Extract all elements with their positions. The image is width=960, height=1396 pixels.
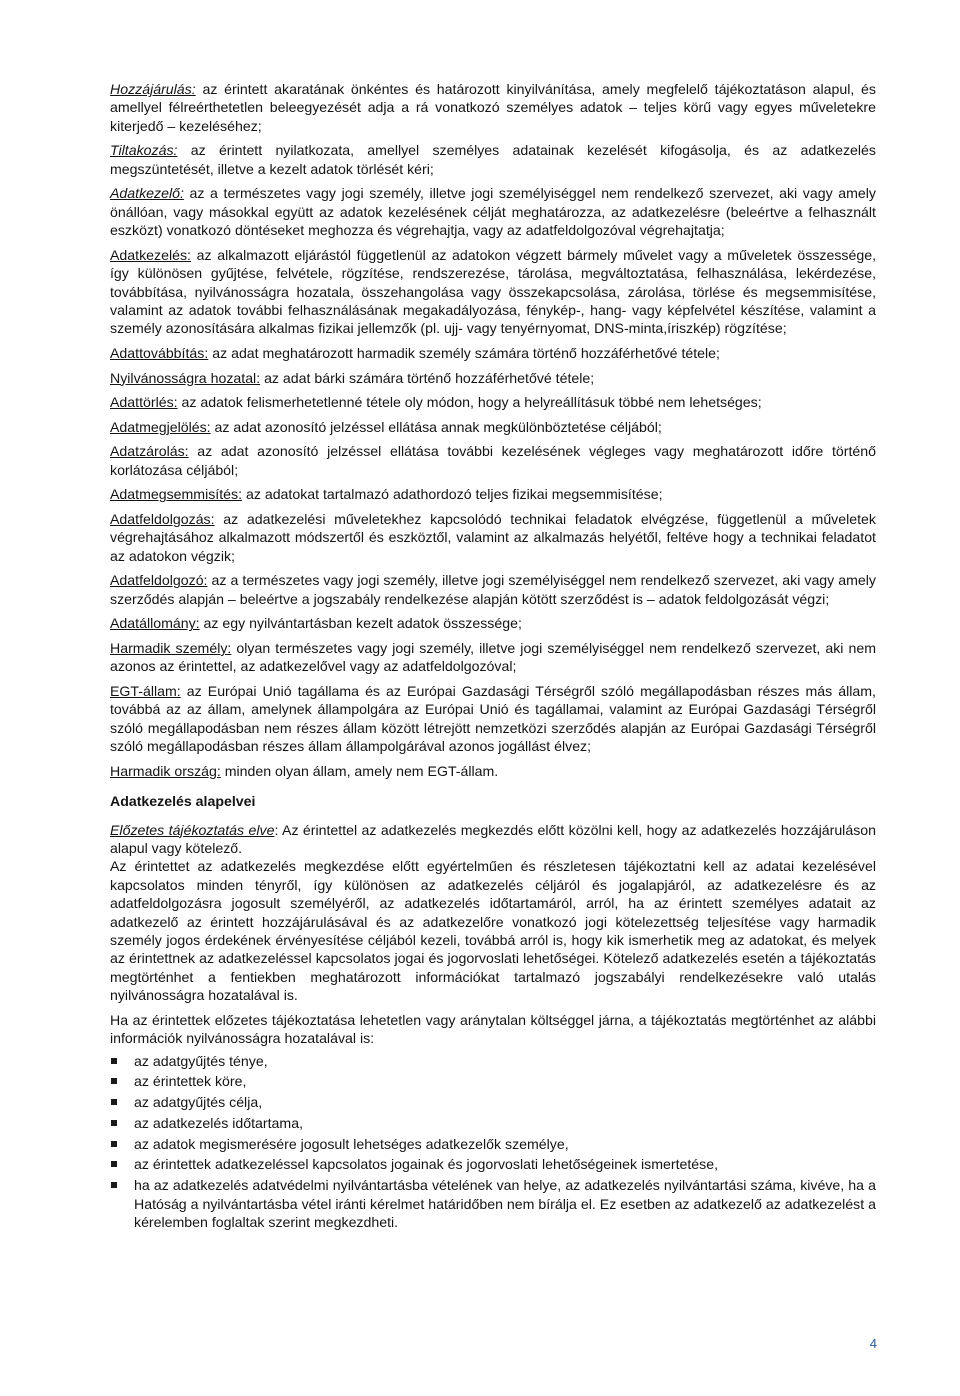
definition-item: [110, 510, 876, 565]
definition-text: az érintett akaratának önkéntes és határozott kinyilvánítása, amely megfelelő tájékoztatáson alapul, és amellyel félreérthetetlen beleegyezését adja a rá vonatkozó személyes adatok – teljes körű vagy egyes műveletekre kiterjedő – kezeléséhez;: [110, 81, 876, 134]
bullet-text: az adatok megismerésére jogosult lehetséges adatkezelők személye,: [134, 1135, 569, 1152]
definition-text: az alkalmazott eljárástól függetlenül az adatokon végzett bármely művelet vagy a műveletek összessége, így különösen gyűjtése, felvétele, rögzítése, rendszerezése, tárolása, megváltoztatása, felhasználása, lekérdezése, továbbítása, nyilvánosságra hozatala, összehangolása vagy összekapcsolása, zárolása, törlése és megsemmisítése, valamint az adatok további felhasználásának megakadályozása, fénykép-, hang- vagy képfelvétel készítése, valamint a személy azonosítására alkalmas fizikai jellemzők (pl. ujj- vagy tenyérnyomat, DNS-minta,íriszkép) rögzítése;: [110, 246, 876, 337]
square-bullet-icon: [111, 1141, 117, 1147]
definition-text: az a természetes vagy jogi személy, illetve jogi személyiséggel nem rendelkező szervezet, aki vagy amely önállóan, vagy másokkal együtt az adatok kezelésének célját meghatározza, az adatkezelésre (beleértve a felhasznált eszközt) vonatkozó döntéseket meghozza és végrehajtja, vagy az adatfeldolgozóval végrehajtatja;: [110, 185, 876, 239]
definition-term: Hozzájárulás:: [110, 81, 196, 97]
square-bullet-icon: [111, 1099, 117, 1105]
definition-item: [110, 344, 876, 362]
definition-term: Adattörlés:: [110, 394, 178, 411]
definition-text: az adat azonosító jelzéssel ellátása annak megkülönböztetése céljából;: [210, 418, 662, 435]
bullet-item: [110, 1052, 876, 1070]
intro-term: Előzetes tájékoztatás elve: [110, 821, 275, 838]
definition-text: az érintett nyilatkozata, amellyel személyes adatainak kezelését kifogásolja, és az adatkezelés megszüntetését, illetve a kezelt adatok törlését kéri;: [110, 142, 876, 177]
definition-text: olyan természetes vagy jogi személy, illetve jogi személyiséggel nem rendelkező szervezet, aki nem azonos az érintettel, az adatkezelővel vagy az adatfeldolgozóval;: [110, 640, 876, 675]
definition-term: Harmadik személy:: [110, 640, 232, 656]
definition-item: [110, 80, 876, 135]
definition-term: Adatzárolás:: [110, 443, 189, 460]
definition-text: minden olyan állam, amely nem EGT-állam.: [220, 762, 499, 779]
intro-text: : Az érintettel az adatkezelés megkezdés előtt közölni kell, hogy az adatkezelés hozzájáruláson alapul vagy kötelező.: [110, 821, 876, 857]
definition-item: [110, 393, 876, 411]
square-bullet-icon: [111, 1120, 117, 1126]
definition-item: [110, 639, 876, 676]
definition-item: [110, 184, 876, 239]
square-bullet-icon: [111, 1078, 117, 1084]
bullet-item: [110, 1093, 876, 1111]
definition-text: az adatok felismerhetetlenné tétele oly módon, hogy a helyreállításuk többé nem lehetséges;: [177, 394, 762, 411]
bullet-text: az adatgyűjtés ténye,: [134, 1052, 268, 1069]
bullet-text: az érintettek köre,: [134, 1073, 247, 1090]
definition-item: [110, 246, 876, 338]
definition-item: [110, 762, 876, 780]
definition-term: EGT-állam:: [110, 683, 181, 699]
square-bullet-icon: [111, 1161, 117, 1167]
definition-term: Adatmegsemmisítés:: [110, 486, 243, 503]
definition-term: Adatállomány:: [110, 615, 200, 632]
bullet-text: az adatgyűjtés célja,: [134, 1094, 263, 1111]
definition-term: Nyilvánosságra hozatal:: [110, 369, 261, 386]
definition-text: az adat meghatározott harmadik személy számára történő hozzáférhetővé tétele;: [208, 345, 720, 362]
page-number: 4: [869, 1336, 877, 1351]
definition-text: az adatokat tartalmazó adathordozó teljes fizikai megsemmisítése;: [242, 486, 663, 503]
information-paragraph: Az érintettet az adatkezelés megkezdése előtt egyértelműen és részletesen tájékoztatni kell az adatai kezelésével kapcsolatos minden tényről, így különösen az adatkezelés céljáról és jogalapjáról, az adatkezelésre és az adatfeldolgozásra jogosult személyéről, az adatkezelés időtartamáról, arról, ha az érintett személyes adatait az adatkezelő az érintett hozzájárulásával és az adatkezelőre vonatkozó jogi kötelezettség teljesítése vagy harmadik személy jogos érdekének érvényesítése céljából kezeli, továbbá arról is, hogy kik ismerhetik meg az adatokat, és melyek az érintettnek az adatkezeléssel kapcsolatos jogai és jogorvoslati lehetőségei. Kötelező adatkezelés esetén a tájékoztatás megtörténhet a fentiekben meghatározott információkat tartalmazó jogszabályi rendelkezésekre való utalás nyilvánosságra hozatalával is.: [110, 858, 876, 1004]
bullet-item: [110, 1072, 876, 1090]
definition-item: [110, 418, 876, 436]
definition-item: [110, 614, 876, 632]
definition-term: Adatfeldolgozó:: [110, 572, 208, 589]
bullet-text: az adatkezelés időtartama,: [134, 1114, 303, 1131]
definition-text: az adatkezelési műveletekhez kapcsolódó technikai feladatok elvégzése, függetlenül a műveletek végrehajtásához alkalmazott módszertől és eszköztől, valamint az alkalmazás helyétől, feltéve hogy a technikai feladatot az adatokon végzik;: [110, 511, 876, 564]
definition-text: az a természetes vagy jogi személy, illetve jogi személyiséggel nem rendelkező szervezet, aki vagy amely szerződés alapján – beleértve a jogszabály rendelkezése alapján kötött szerződést is – adatok feldolgozását végzi;: [110, 572, 876, 607]
document-page: [110, 80, 876, 1234]
definition-text: az Európai Unió tagállama és az Európai Gazdasági Térségről szóló megállapodásban részes más állam, továbbá az az állam, amelynek állampolgára az Európai Unió és tagállamai, valamint az Európai Gazdasági Térségről szóló megállapodásban nem részes állam között létrejött nemzetközi szerződés alapján az Európai Gazdasági Térségről szóló megállapodásban részes állam állampolgárával azonos jogállást élvez;: [110, 683, 876, 755]
definitions-list: [110, 80, 876, 780]
bullet-item: [110, 1135, 876, 1153]
definition-item: [110, 571, 876, 608]
definition-term: Harmadik ország:: [110, 762, 221, 779]
square-bullet-icon: [111, 1182, 117, 1188]
alternative-paragraph: Ha az érintettek előzetes tájékoztatása lehetetlen vagy aránytalan költséggel járna, a tájékoztatás megtörténhet az alábbi információk nyilvánosságra hozatalával is:: [110, 1011, 876, 1047]
definition-term: Adattovábbítás:: [110, 345, 209, 362]
bullet-item: [110, 1114, 876, 1132]
definition-item: [110, 442, 876, 479]
section-heading: Adatkezelés alapelvei: [110, 793, 256, 810]
definition-term: Tiltakozás:: [110, 142, 178, 159]
definition-text: az adat azonosító jelzéssel ellátása további kezelésének végleges vagy meghatározott időre történő korlátozása céljából;: [110, 443, 876, 478]
bullet-list: [110, 1052, 876, 1232]
definition-term: Adatkezelő:: [110, 185, 184, 202]
definition-text: az adat bárki számára történő hozzáférhetővé tétele;: [260, 369, 595, 386]
definition-item: [110, 682, 876, 756]
definition-item: [110, 369, 876, 387]
definition-item: [110, 141, 876, 178]
bullet-text: ha az adatkezelés adatvédelmi nyilvántartásba vételének van helye, az adatkezelés nyilvántartási száma, kivéve, ha a Hatóság a nyilvántartásba vétel iránti kérelmet határidőben nem bírálja el. Ez esetben az adatkezelő az adatkezelést a kérelemben foglaltak szerint megkezdheti.: [134, 1177, 876, 1231]
bullet-item: [110, 1155, 876, 1173]
definition-term: Adatfeldolgozás:: [110, 511, 215, 527]
bullet-text: az érintettek adatkezeléssel kapcsolatos jogainak és jogorvoslati lehetőségeinek ismertetése,: [134, 1156, 719, 1173]
definition-term: Adatkezelés:: [110, 246, 191, 263]
definition-item: [110, 485, 876, 503]
definition-term: Adatmegjelölés:: [110, 418, 211, 435]
bullet-item: [110, 1176, 876, 1231]
definition-text: az egy nyilvántartásban kezelt adatok összessége;: [199, 615, 522, 632]
intro-paragraph: [110, 821, 876, 858]
square-bullet-icon: [111, 1058, 117, 1064]
